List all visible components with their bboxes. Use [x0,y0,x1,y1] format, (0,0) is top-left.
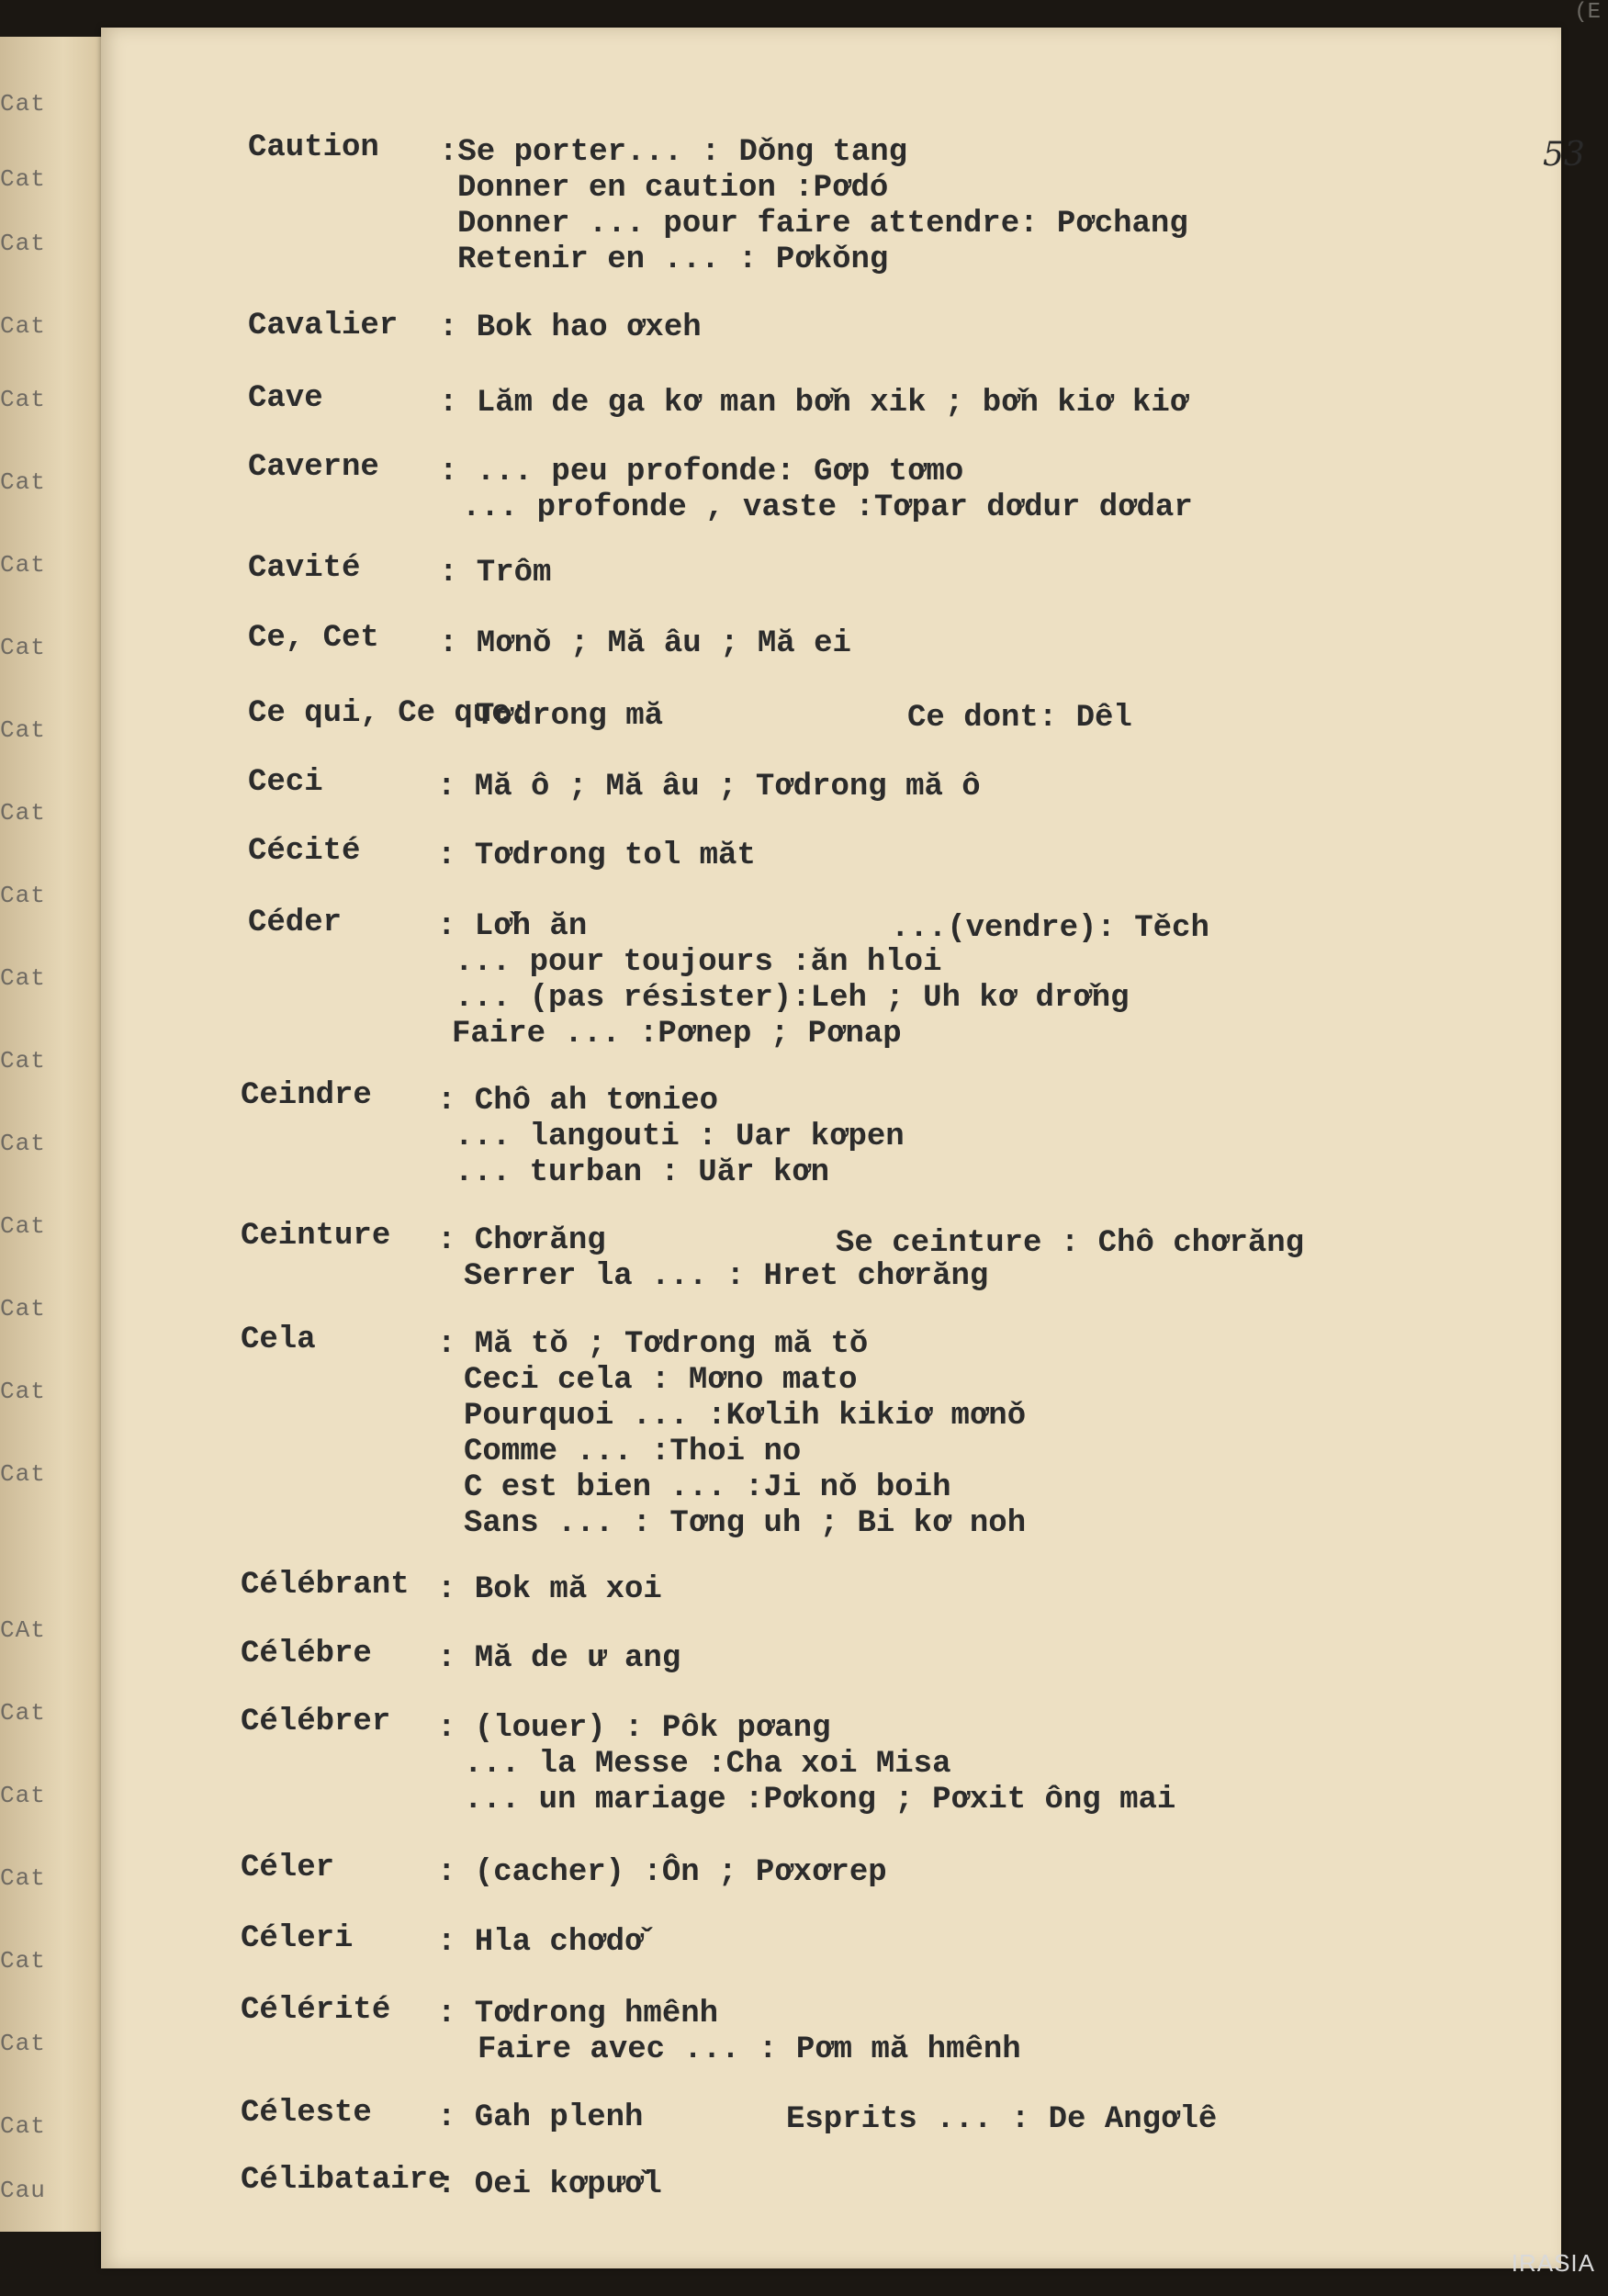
entry-term: Ceci [248,765,323,800]
entry-term: Céder [248,906,343,940]
margin-word: Cat [0,799,46,827]
entry-term: Célébrer [241,1705,391,1739]
entry-line: : Chô ah tơnieo [437,1084,719,1119]
entry-term: Célébrant [241,1568,410,1603]
margin-word: Cat [0,312,46,340]
entry-line: : (cacher) :Ôn ; Pơxơrep [437,1855,887,1890]
entry-line: ... un mariage :Pơkong ; Pơxit ông mai [464,1783,1176,1818]
margin-word: Cat [0,468,46,496]
margin-word: Cat [0,1947,46,1975]
entry-line: Donner ... pour faire attendre: Pơchang [457,207,1188,242]
entry-line: Faire avec ... : Pơm mă hmênh [478,2032,1021,2067]
entry-line: ... langouti : Uar kơpen [455,1120,905,1154]
entry-term: Céleri [241,1921,354,1956]
margin-word: Cat [0,634,46,661]
left-facing-page [0,37,106,2232]
entry-term: Célébre [241,1637,372,1671]
margin-word: Cat [0,165,46,193]
entry-term: Caution [248,130,379,165]
entry-term: Célibataire [241,2163,447,2198]
entry-aside: Esprits ... : De Angơlê [786,2102,1218,2137]
entry-line: Retenir en ... : Pơkǒng [457,242,889,277]
entry-line: Comme ... :Thoi no [464,1435,802,1469]
margin-word: Cat [0,1295,46,1322]
margin-word: Cat [0,90,46,118]
entry-line: : Bok hao ơxeh [439,310,702,345]
entry-term: Cela [241,1322,316,1357]
entry-line: ... pour toujours :ăn hloi [455,945,942,980]
entry-line: Serrer la ... : Hret chơrăng [464,1259,989,1294]
entry-aside: Se ceinture : Chô chơrăng [836,1226,1305,1261]
entry-line: : Mơnǒ ; Mă âu ; Mă ei [439,626,851,661]
corner-mark: (E [1574,0,1601,25]
entry-aside: Ce dont: Dêl [907,701,1132,736]
margin-word: CAt [0,1616,46,1644]
entry-line: : Chơrăng [437,1223,606,1258]
entry-term: Céler [241,1851,335,1885]
entry-line: : Gah plenh [437,2100,644,2135]
entry-line: : Lơ̌h ăn [437,909,588,944]
entry-line: ... la Messe :Cha xoi Misa [464,1747,951,1782]
margin-word: Cat [0,1378,46,1405]
entry-term: Cécité [248,834,361,869]
page-number: 53 [1543,136,1585,174]
entry-line: : (louer) : Pôk pơang [437,1711,831,1746]
margin-word: Cat [0,230,46,257]
entry-line: ... profonde , vaste :Tơpar dơdur dơdar [462,490,1193,525]
entry-line: Faire ... :Pơnep ; Pơnap [452,1017,902,1052]
entry-term: Célérité [241,1993,391,2028]
entry-line: ... turban : Uăr kơn [455,1155,830,1190]
entry-term: Ce, Cet [248,621,379,656]
entry-term: Ceinture [241,1219,391,1254]
entry-line: : Oei kơpươ̌l [437,2167,662,2202]
entry-line: : Mă de ư ang [437,1641,681,1676]
entry-term: Ceindre [241,1078,372,1113]
entry-line: : ... peu profonde: Gơp tơmo [439,455,964,490]
entry-line: : Bok mă xoi [437,1572,662,1607]
margin-word: Cat [0,2112,46,2140]
entry-term: Ce qui, Ce que: [248,696,530,731]
entry-line: C est bien ... :Ji nǒ boih [464,1470,951,1505]
entry-line: Sans ... : Tơng uh ; Bi kơ noh [464,1506,1027,1541]
entry-line: ... (pas résister):Leh ; Uh kơ drơ̌ng [455,981,1130,1016]
entry-term: Cavalier [248,309,399,343]
entry-term: Céleste [241,2096,372,2131]
entry-line: : Hla chơdơ̌ [437,1925,644,1960]
margin-word: Cat [0,1130,46,1157]
margin-word: Cat [0,1460,46,1488]
margin-word: Cat [0,1047,46,1075]
entry-line: : Mă ô ; Mă âu ; Tơdrong mă ô [437,770,981,805]
entry-line: Pourquoi ... :Kơlih kikiơ mơnǒ [464,1399,1027,1434]
margin-word: Cau [0,2177,46,2204]
entry-line: : Tơdrong hmênh [437,1997,719,2032]
margin-word: Cat [0,1699,46,1727]
entry-aside: ...(vendre): Těch [891,911,1209,946]
margin-word: Cat [0,2030,46,2057]
margin-word: Cat [0,1212,46,1240]
entry-line: : Trôm [439,556,552,591]
margin-word: Cat [0,386,46,413]
entry-line: Donner en caution :Pơdó [457,171,889,206]
entry-line: Tơdrong mă [476,699,664,734]
watermark: IRASIA [1511,2249,1595,2277]
margin-word: Cat [0,882,46,909]
entry-term: Cavité [248,551,361,586]
entry-line: : Mă tǒ ; Tơdrong mă tǒ [437,1327,869,1362]
entry-line: :Se porter... : Dǒng tang [439,135,908,170]
entry-line: : Tơdrong tol măt [437,838,756,873]
entry-term: Cave [248,381,323,416]
entry-line: : Lăm de ga kơ man bơ̌n xik ; bơ̌n kiơ kiơ [439,386,1189,421]
margin-word: Cat [0,1782,46,1809]
margin-word: Cat [0,1864,46,1892]
entry-line: Ceci cela : Mơno mato [464,1363,858,1398]
margin-word: Cat [0,964,46,992]
margin-word: Cat [0,716,46,744]
entry-term: Caverne [248,450,379,485]
margin-word: Cat [0,551,46,579]
